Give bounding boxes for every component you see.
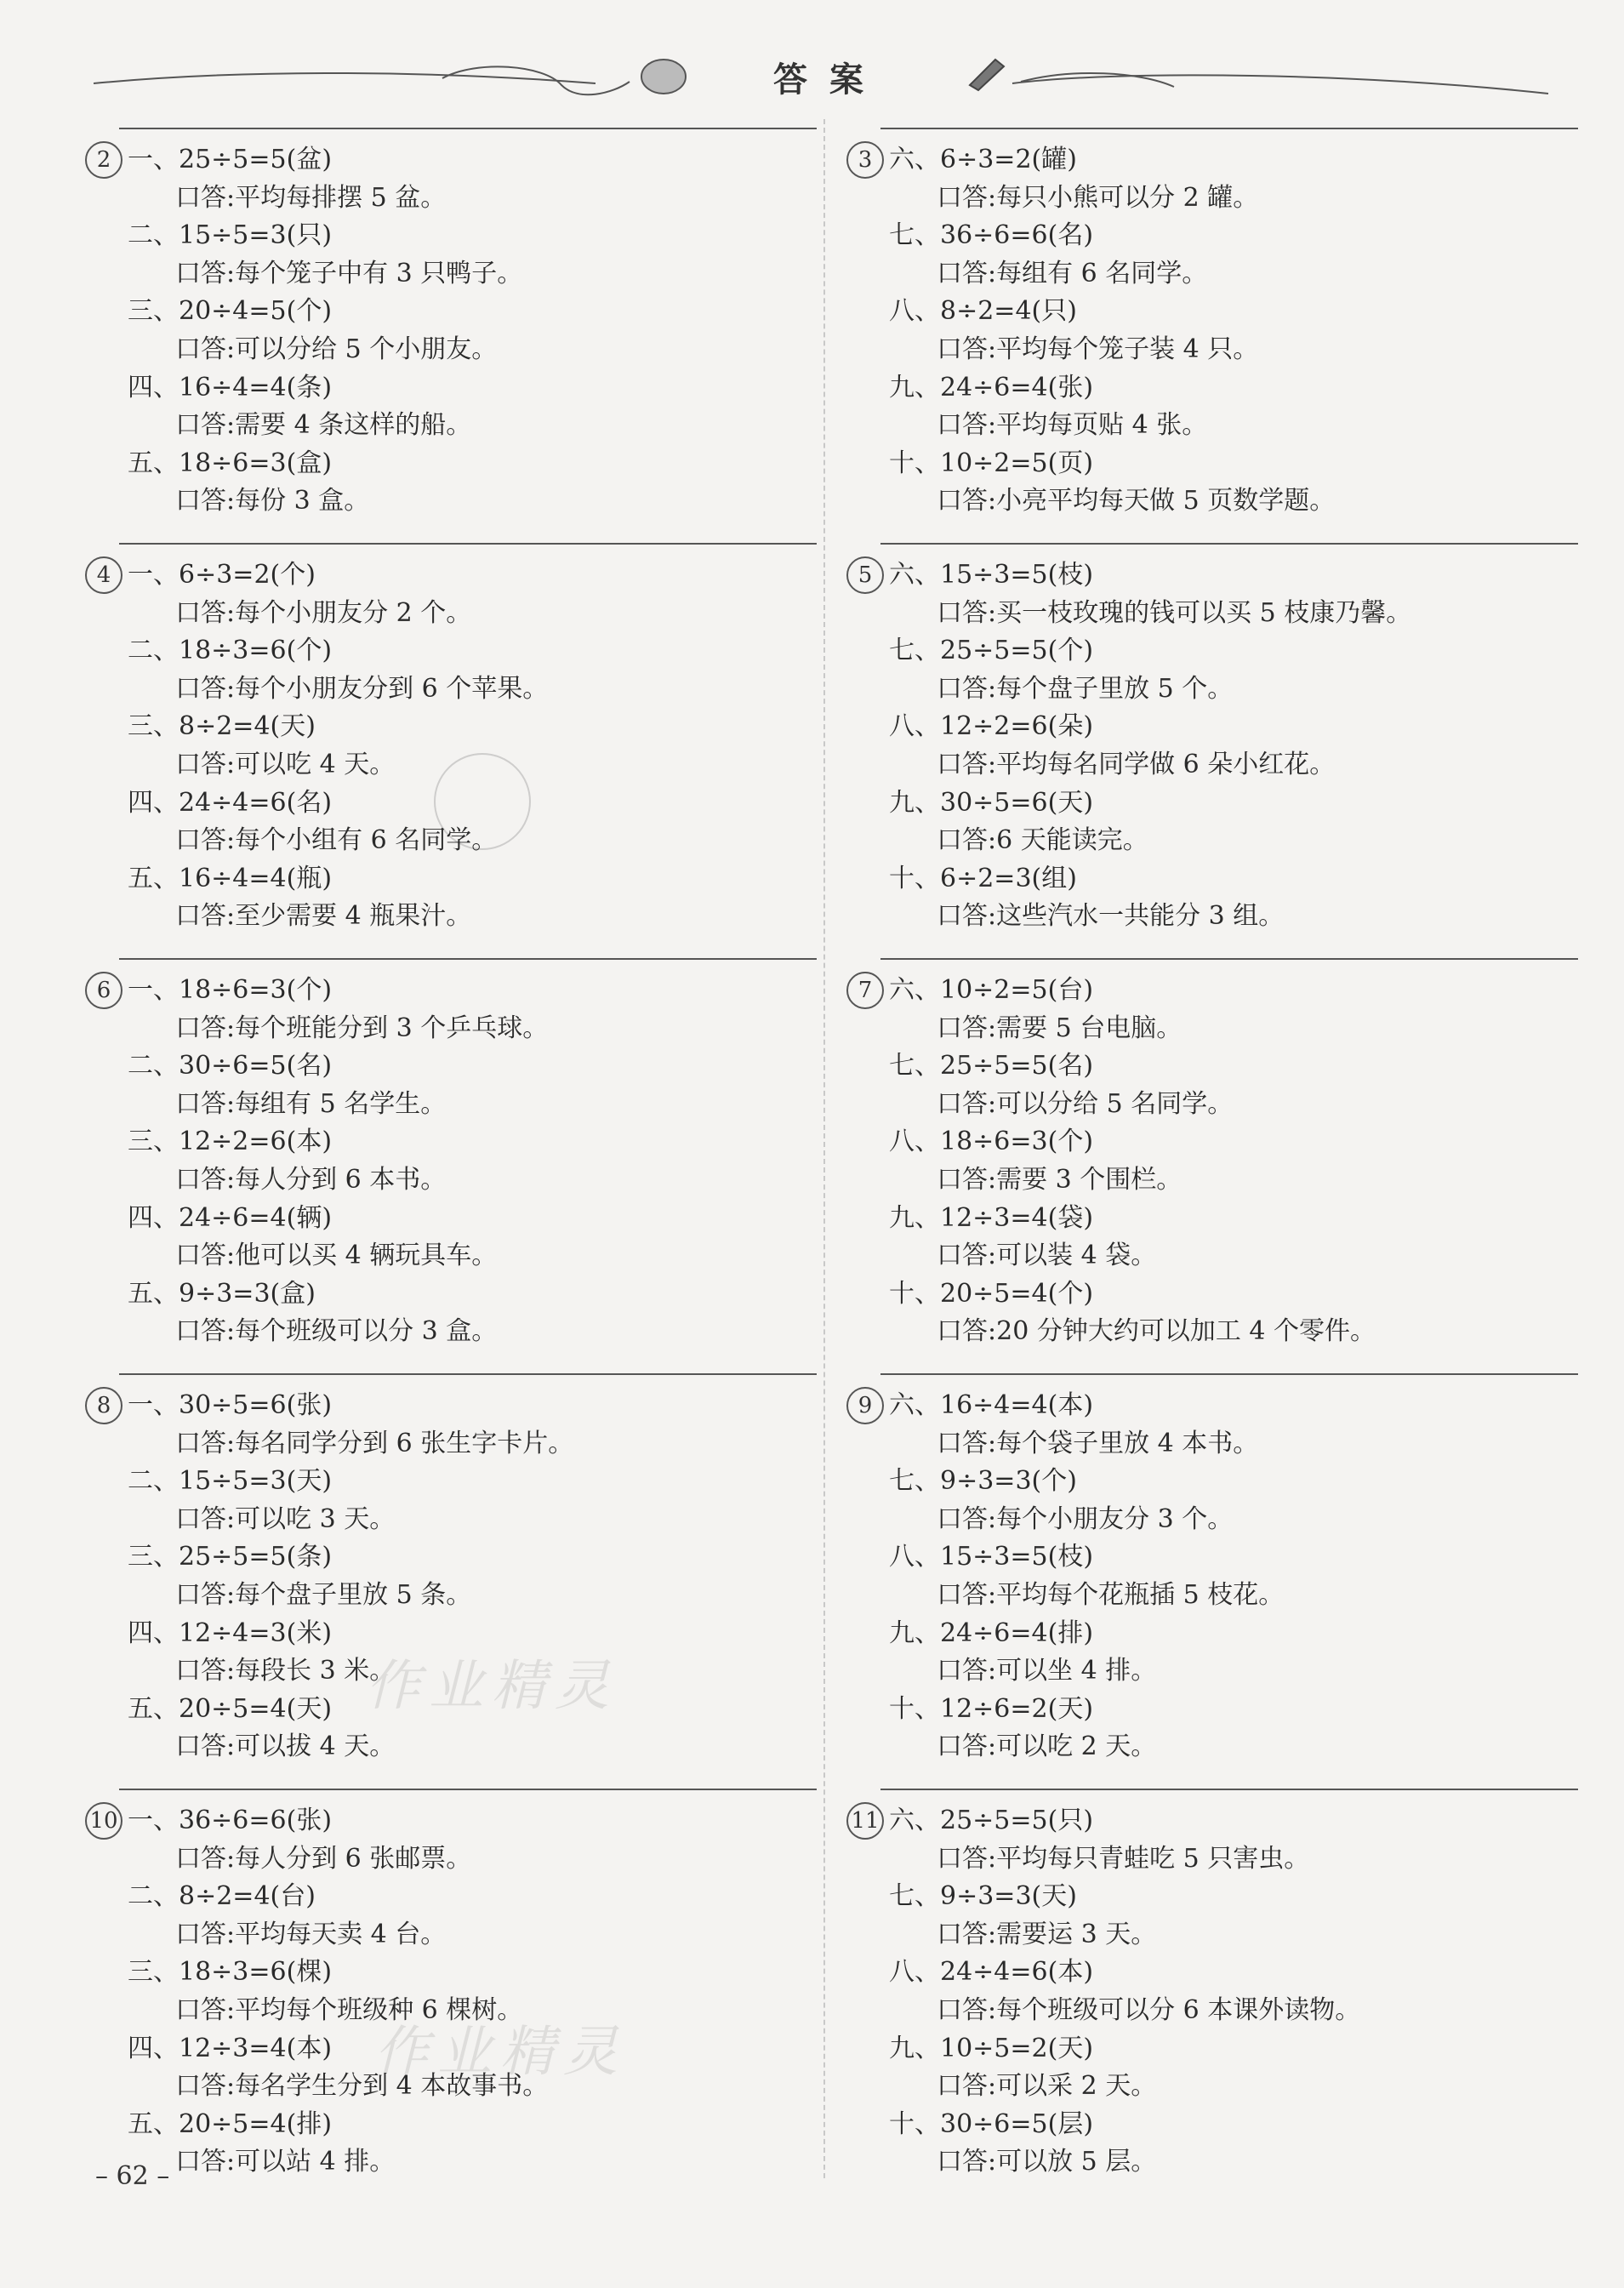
answer-statement: 口答:每名学生分到 4 本故事书。 <box>175 2071 549 2102</box>
equation-line: 七、25÷5=5(名) <box>889 1051 1094 1081</box>
answer-lines <box>889 1387 1284 1766</box>
answer-section <box>85 1373 808 1773</box>
answer-statement: 口答:20 分钟大约可以加工 4 个零件。 <box>937 1316 1376 1347</box>
equation-line: 四、16÷4=4(条) <box>128 372 333 402</box>
equation-line: 五、20÷5=4(天) <box>128 1693 333 1724</box>
equation-line: 五、16÷4=4(瓶) <box>128 863 333 893</box>
answer-statement: 口答:可以吃 4 天。 <box>175 749 396 779</box>
answer-statement: 口答:需要 4 条这样的船。 <box>175 410 472 441</box>
equation-line: 一、25÷5=5(盆) <box>128 145 333 174</box>
answer-lines <box>128 141 522 521</box>
equation-line: 二、30÷6=5(名) <box>128 1051 333 1081</box>
section-rule <box>119 958 817 960</box>
equation-line: 二、18÷3=6(个) <box>128 636 333 666</box>
equation-line: 六、15÷3=5(枝) <box>889 560 1094 590</box>
equation-line: 七、9÷3=3(天) <box>889 1881 1077 1912</box>
section-rule <box>119 128 817 129</box>
equation-line: 九、12÷3=4(袋) <box>889 1202 1094 1233</box>
equation-line: 五、20÷5=4(排) <box>128 2108 333 2139</box>
equation-line: 一、30÷5=6(张) <box>128 1390 333 1420</box>
equation-line: 八、8÷2=4(只) <box>889 296 1077 327</box>
equation-line: 四、24÷6=4(辆) <box>128 1202 333 1233</box>
answer-statement: 口答:每个笼子中有 3 只鸭子。 <box>175 258 523 288</box>
answer-statement: 口答:每个小朋友分 2 个。 <box>175 597 472 628</box>
answer-statement: 口答:每组有 6 名同学。 <box>937 258 1208 288</box>
answer-statement: 口答:平均每排摆 5 盆。 <box>175 182 447 213</box>
section-rule <box>880 958 1578 960</box>
section-number-badge: 6 <box>85 972 123 1009</box>
equation-line: 六、25÷5=5(只) <box>889 1806 1094 1835</box>
answer-statement: 口答:平均每个笼子装 4 只。 <box>937 334 1259 364</box>
equation-line: 五、9÷3=3(盒) <box>128 1278 316 1309</box>
equation-line: 九、10÷5=2(天) <box>889 2033 1094 2063</box>
answer-lines <box>889 972 1376 1351</box>
equation-line: 三、18÷3=6(棵) <box>128 1957 333 1988</box>
answer-statement: 口答:每名同学分到 6 张生字卡片。 <box>175 1428 574 1458</box>
answer-statement: 口答:每个盘子里放 5 条。 <box>175 1579 472 1610</box>
equation-line: 七、36÷6=6(名) <box>889 220 1094 251</box>
equation-line: 八、12÷2=6(朵) <box>889 711 1094 742</box>
equation-line: 十、6÷2=3(组) <box>889 863 1077 893</box>
answer-statement: 口答:需要 5 台电脑。 <box>937 1013 1182 1043</box>
equation-line: 九、30÷5=6(天) <box>889 787 1094 818</box>
equation-line: 六、6÷3=2(罐) <box>889 145 1077 174</box>
equation-line: 四、24÷4=6(名) <box>128 787 333 818</box>
answer-statement: 口答:平均每页贴 4 张。 <box>937 410 1208 441</box>
equation-line: 一、36÷6=6(张) <box>128 1806 333 1835</box>
equation-line: 三、8÷2=4(天) <box>128 711 316 742</box>
equation-line: 一、6÷3=2(个) <box>128 560 316 590</box>
equation-line: 六、16÷4=4(本) <box>889 1390 1094 1420</box>
equation-line: 七、25÷5=5(个) <box>889 636 1094 666</box>
answer-statement: 口答:需要 3 个围栏。 <box>937 1164 1182 1195</box>
equation-line: 四、12÷4=3(米) <box>128 1618 333 1648</box>
answer-statement: 口答:每段长 3 米。 <box>175 1656 396 1686</box>
section-rule <box>119 1789 817 1790</box>
answer-statement: 口答:每个班级可以分 6 本课外读物。 <box>937 1994 1361 2025</box>
equation-line: 九、24÷6=4(张) <box>889 372 1094 402</box>
section-number-badge: 9 <box>846 1387 884 1424</box>
answer-statement: 口答:这些汽水一共能分 3 组。 <box>937 901 1285 932</box>
answer-statement: 口答:需要运 3 天。 <box>937 1919 1157 1949</box>
answer-statement: 口答:每个盘子里放 5 个。 <box>937 673 1234 704</box>
answer-statement: 口答:每个小朋友分 3 个。 <box>937 1503 1234 1534</box>
answer-statement: 口答:每个袋子里放 4 本书。 <box>937 1428 1259 1458</box>
section-rule <box>880 1373 1578 1375</box>
answer-statement: 口答:可以站 4 排。 <box>175 2147 396 2177</box>
equation-line: 十、30÷6=5(层) <box>889 2108 1094 2139</box>
answer-statement: 口答:每组有 5 名学生。 <box>175 1088 447 1119</box>
answer-statement: 口答:平均每个班级种 6 棵树。 <box>175 1994 523 2025</box>
answer-section <box>846 128 1570 528</box>
answer-statement: 口答:平均每名同学做 6 朵小红花。 <box>937 749 1336 779</box>
section-number-badge: 8 <box>85 1387 123 1424</box>
watermark: 作业精灵 <box>366 1655 618 1718</box>
equation-line: 六、10÷2=5(台) <box>889 975 1094 1005</box>
answer-statement: 口答:可以拔 4 天。 <box>175 1732 396 1762</box>
equation-line: 八、15÷3=5(枝) <box>889 1542 1094 1572</box>
column-divider <box>823 119 825 2178</box>
section-number-badge: 7 <box>846 972 884 1009</box>
equation-line: 五、18÷6=3(盒) <box>128 448 333 478</box>
answer-statement: 口答:可以采 2 天。 <box>937 2071 1157 2102</box>
equation-line: 三、12÷2=6(本) <box>128 1127 333 1157</box>
equation-line: 十、10÷2=5(页) <box>889 448 1094 478</box>
answer-statement: 口答:每个小组有 6 名同学。 <box>175 825 498 856</box>
section-number-badge: 10 <box>85 1802 123 1840</box>
equation-line: 八、24÷4=6(本) <box>889 1957 1094 1988</box>
watermark: 作业精灵 <box>374 2021 626 2084</box>
answer-statement: 口答:每人分到 6 本书。 <box>175 1164 447 1195</box>
answer-statement: 口答:平均每只青蛙吃 5 只害虫。 <box>937 1843 1310 1874</box>
answer-lines <box>889 556 1411 936</box>
answer-statement: 口答:平均每天卖 4 台。 <box>175 1919 447 1949</box>
answer-lines <box>889 1802 1360 2182</box>
page-title: 答案 <box>773 60 886 100</box>
answer-statement: 口答:每人分到 6 张邮票。 <box>175 1843 472 1874</box>
answer-section <box>846 1789 1570 2188</box>
equation-line: 三、25÷5=5(条) <box>128 1542 333 1572</box>
section-rule <box>880 1789 1578 1790</box>
equation-line: 三、20÷4=5(个) <box>128 296 333 327</box>
answer-section <box>85 1789 808 2188</box>
page-number: – 62 – <box>95 2161 170 2191</box>
answer-statement: 口答:买一枝玫瑰的钱可以买 5 枝康乃馨。 <box>937 597 1412 628</box>
equation-line: 十、20÷5=4(个) <box>889 1278 1094 1309</box>
answer-section <box>846 1373 1570 1773</box>
equation-line: 九、24÷6=4(排) <box>889 1618 1094 1648</box>
answer-statement: 口答:可以放 5 层。 <box>937 2147 1157 2177</box>
answer-section <box>85 543 808 943</box>
answer-statement: 口答:可以吃 3 天。 <box>175 1503 396 1534</box>
answer-section <box>846 543 1570 943</box>
equation-line: 四、12÷3=4(本) <box>128 2033 333 2063</box>
answer-statement: 口答:可以分给 5 名同学。 <box>937 1088 1234 1119</box>
section-rule <box>880 543 1578 545</box>
answer-statement: 口答:每份 3 盒。 <box>175 486 370 516</box>
answer-statement: 口答:可以装 4 袋。 <box>937 1241 1157 1271</box>
answer-section <box>85 128 808 528</box>
answer-statement: 口答:小亮平均每天做 5 页数学题。 <box>937 486 1336 516</box>
equation-line: 二、15÷5=3(天) <box>128 1466 333 1497</box>
answer-statement: 口答:他可以买 4 辆玩具车。 <box>175 1241 498 1271</box>
equation-line: 二、15÷5=3(只) <box>128 220 333 251</box>
answer-lines <box>128 972 548 1351</box>
equation-line: 七、9÷3=3(个) <box>889 1466 1077 1497</box>
answer-statement: 口答:至少需要 4 瓶果汁。 <box>175 901 472 932</box>
equation-line: 一、18÷6=3(个) <box>128 975 333 1005</box>
answer-statement: 口答:每个小朋友分到 6 个苹果。 <box>175 673 549 704</box>
answer-statement: 口答:可以坐 4 排。 <box>937 1656 1157 1686</box>
equation-line: 八、18÷6=3(个) <box>889 1127 1094 1157</box>
answer-statement: 口答:可以吃 2 天。 <box>937 1732 1157 1762</box>
section-number-badge: 4 <box>85 556 123 594</box>
section-number-badge: 3 <box>846 141 884 179</box>
equation-line: 二、8÷2=4(台) <box>128 1881 316 1912</box>
equation-line: 十、12÷6=2(天) <box>889 1693 1094 1724</box>
answer-lines <box>128 1387 573 1766</box>
answer-lines <box>128 1802 548 2182</box>
section-rule <box>119 543 817 545</box>
answer-statement: 口答:平均每个花瓶插 5 枝花。 <box>937 1579 1285 1610</box>
section-number-badge: 2 <box>85 141 123 179</box>
answer-statement: 口答:每个班能分到 3 个乒乓球。 <box>175 1013 549 1043</box>
answer-statement: 口答:每个班级可以分 3 盒。 <box>175 1316 498 1347</box>
answer-section <box>85 958 808 1358</box>
answer-statement: 口答:6 天能读完。 <box>937 825 1148 856</box>
section-number-badge: 11 <box>846 1802 884 1840</box>
section-rule <box>880 128 1578 129</box>
section-rule <box>119 1373 817 1375</box>
answer-lines <box>128 556 548 936</box>
answer-statement: 口答:可以分给 5 个小朋友。 <box>175 334 498 364</box>
section-number-badge: 5 <box>846 556 884 594</box>
answer-statement: 口答:每只小熊可以分 2 罐。 <box>937 182 1259 213</box>
answer-lines <box>889 141 1335 521</box>
answer-section <box>846 958 1570 1358</box>
